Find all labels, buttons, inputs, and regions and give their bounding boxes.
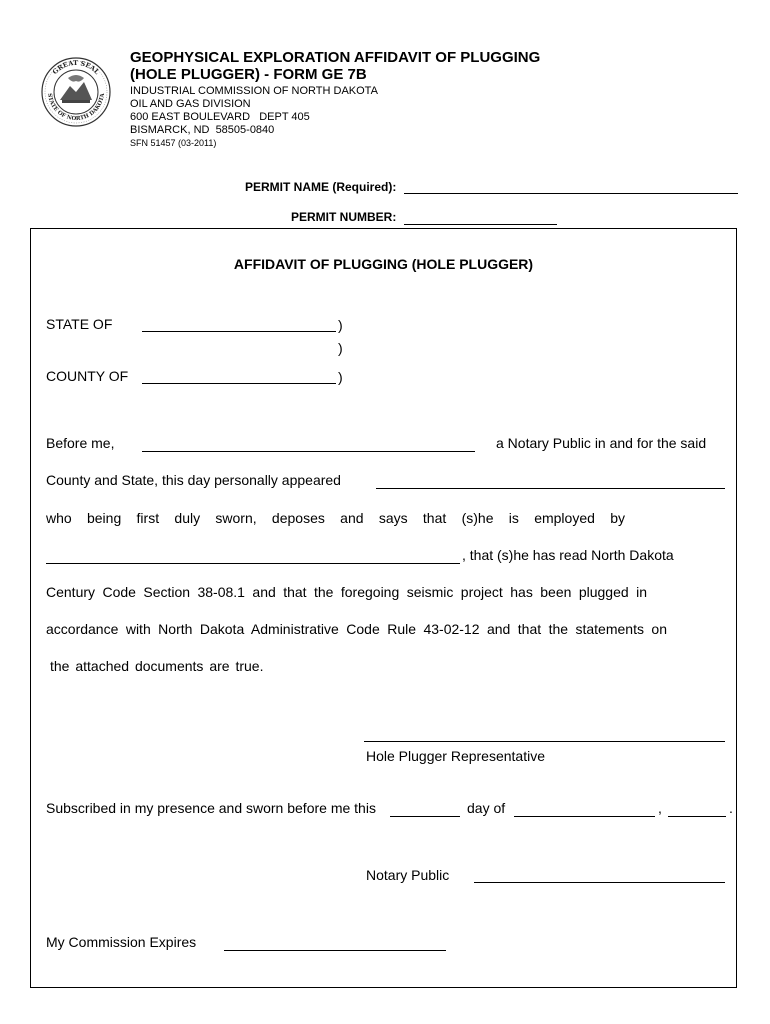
agency-name: INDUSTRIAL COMMISSION OF NORTH DAKOTA [130, 85, 378, 97]
county-state-text: County and State, this day personally appeared [46, 472, 341, 488]
period: . [729, 800, 733, 816]
seal-top-text: GREAT SEAL [51, 58, 102, 77]
day-field[interactable] [390, 800, 460, 817]
form-title-line2: (HOLE PLUGGER) - FORM GE 7B [130, 66, 367, 83]
appeared-person-field[interactable] [376, 472, 725, 489]
year-field[interactable] [668, 800, 726, 817]
permit-name-label: PERMIT NAME (Required): [245, 180, 397, 194]
subscribed-text: Subscribed in my presence and sworn before me this [46, 800, 376, 816]
century-code-text: Century Code Section 38-08.1 and that the foregoing seismic project has been plugged in [46, 584, 647, 600]
paren-2: ) [338, 340, 343, 356]
affidavit-heading: AFFIDAVIT OF PLUGGING (HOLE PLUGGER) [233, 256, 534, 272]
notary-signature-field[interactable] [474, 866, 725, 883]
sworn-text: who being first duly sworn, deposes and says that (s)he is employed by [46, 510, 625, 526]
division-name: OIL AND GAS DIVISION [130, 98, 251, 110]
day-of-label: day of [467, 800, 506, 816]
county-field[interactable] [142, 367, 336, 384]
permit-number-label: PERMIT NUMBER: [291, 210, 397, 224]
sfn-number: SFN 51457 (03-2011) [130, 138, 217, 148]
paren-1: ) [338, 317, 343, 333]
representative-signature-field[interactable] [364, 725, 725, 742]
address-line2: BISMARCK, ND 58505-0840 [130, 124, 275, 136]
read-code-phrase: , that (s)he has read North Dakota [462, 547, 674, 563]
state-seal [40, 56, 112, 128]
documents-true-text: the attached documents are true. [50, 658, 264, 674]
employer-field[interactable] [46, 547, 460, 564]
address-line1: 600 EAST BOULEVARD DEPT 405 [130, 111, 310, 123]
representative-label: Hole Plugger Representative [366, 748, 545, 764]
before-me-label: Before me, [46, 435, 115, 451]
county-label: COUNTY OF [46, 368, 129, 384]
commission-expires-label: My Commission Expires [46, 934, 197, 950]
seal-bottom-text: STATE OF NORTH DAKOTA [45, 93, 107, 123]
paren-3: ) [338, 369, 343, 385]
state-field[interactable] [142, 315, 336, 332]
permit-name-field[interactable] [404, 177, 738, 194]
comma: , [658, 800, 662, 816]
state-label: STATE OF [46, 316, 113, 332]
svg-text:GREAT SEAL [51, 59, 101, 76]
permit-number-field[interactable] [404, 208, 557, 225]
commission-expires-field[interactable] [224, 934, 446, 951]
month-field[interactable] [514, 800, 655, 817]
notary-public-phrase: a Notary Public in and for the said [496, 435, 707, 451]
notary-public-label: Notary Public [366, 867, 450, 883]
form-title-line1: GEOPHYSICAL EXPLORATION AFFIDAVIT OF PLUGGING [130, 49, 541, 66]
notary-name-field[interactable] [142, 435, 475, 452]
accordance-text: accordance with North Dakota Administrative Code Rule 43-02-12 and that the statements on [46, 621, 667, 637]
